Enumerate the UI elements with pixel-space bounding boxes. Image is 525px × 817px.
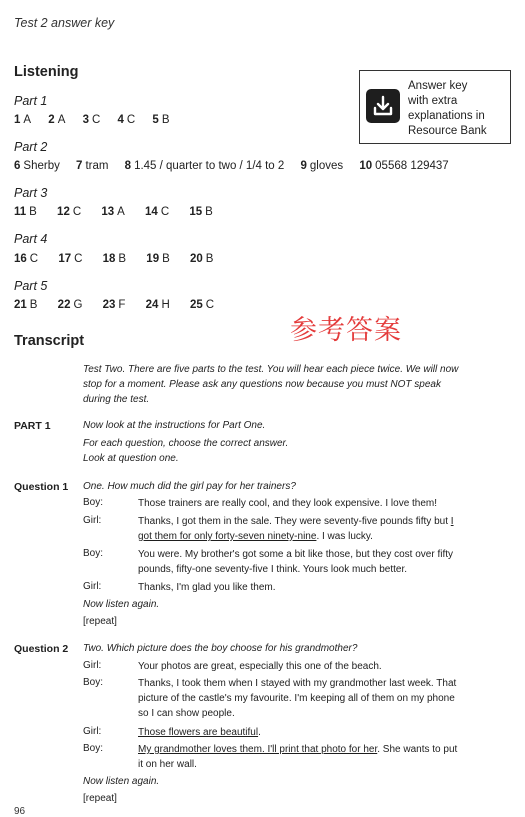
part-1-section-label: PART 1	[14, 420, 51, 432]
question-1-label: Question 1	[14, 481, 69, 493]
dialogue-line: You were. My brother's got some a bit like those, but they cost over fifty pounds, fifty-one seventy-five I think. Yours look much better.	[138, 549, 454, 575]
dialogue-line: Those flowers are beautiful.	[138, 727, 261, 738]
speaker-label: Girl:	[83, 581, 102, 592]
repeat-marker: [repeat]	[83, 793, 117, 804]
part-1-label: Part 1	[14, 94, 48, 108]
page-number: 96	[14, 806, 26, 817]
dialogue-line: Your photos are great, especially this one of the beach.	[138, 661, 382, 672]
part-3-answers: 11 B 12 C 13 A 14 C 15 B	[14, 206, 213, 218]
download-icon	[366, 89, 400, 123]
listening-heading: Listening	[14, 64, 79, 80]
question-2-prompt: Two. Which picture does the boy choose for his grandmother?	[83, 643, 358, 654]
part-5-answers: 21 B 22 G 23 F 24 H 25 C	[14, 299, 215, 311]
dialogue-line: Thanks, I'm glad you like them.	[138, 582, 276, 593]
part-5-label: Part 5	[14, 279, 48, 293]
dialogue-line: Thanks, I got them in the sale. They were seventy-five pounds fifty but I got them for only forty-seven ninety-nine. I was lucky.	[138, 516, 454, 542]
part-4-label: Part 4	[14, 232, 48, 246]
speaker-label: Boy:	[83, 743, 104, 754]
speaker-label: Girl:	[83, 515, 102, 526]
transcript-heading: Transcript	[14, 333, 85, 349]
speaker-label: Boy:	[83, 548, 104, 559]
speaker-label: Boy:	[83, 677, 104, 688]
listen-again: Now listen again.	[83, 599, 160, 610]
part-4-answers: 16 C 17 C 18 B 19 B 20 B	[14, 253, 214, 265]
speaker-label: Boy:	[83, 497, 104, 508]
part-2-answers: 6 Sherby 7 tram 8 1.45 / quarter to two / 1/4 to 2 9 gloves 10 05568 129437	[14, 160, 449, 172]
question-1-prompt: One. How much did the girl pay for her trainers?	[83, 481, 296, 492]
part-1-answers: 1 A 2 A 3 C 4 C 5 B	[14, 114, 170, 126]
transcript-intro: Test Two. There are five parts to the test. You will hear each piece twice. We will now stop for a moment. Please ask any questions now because you must NOT speak during the test.	[83, 364, 459, 405]
part-3-label: Part 3	[14, 186, 48, 200]
listen-again: Now listen again.	[83, 776, 160, 787]
dialogue-line: Thanks, I took them when I stayed with my grandmother last week. That picture of the castle's my favourite. I'm keeping all of them on my phone so I can show people.	[138, 678, 457, 719]
part-1-instruction: Now look at the instructions for Part One.	[83, 420, 266, 431]
part-2-label: Part 2	[14, 140, 48, 154]
underlined-answer: I got them for only forty-seven ninety-nine	[138, 516, 454, 542]
question-2-label: Question 2	[14, 643, 69, 655]
underlined-answer: Those flowers are beautiful	[138, 727, 259, 738]
speaker-label: Girl:	[83, 726, 102, 737]
dialogue-line: Those trainers are really cool, and they look expensive. I love them!	[138, 498, 438, 509]
resource-bank-callout	[359, 70, 511, 144]
speaker-label: Girl:	[83, 660, 102, 671]
dialogue-line: My grandmother loves them. I'll print that photo for her. She wants to put it on her wall.	[138, 744, 458, 770]
resource-bank-text: Answer key with extra explanations in Resource Bank	[408, 80, 487, 137]
underlined-answer: My grandmother loves them. I'll print that photo for her	[138, 744, 378, 755]
part-1-instruction-look: Look at question one.	[83, 453, 179, 464]
page-header-title: Test 2 answer key	[14, 16, 115, 30]
repeat-marker: [repeat]	[83, 616, 117, 627]
part-1-instruction-choose: For each question, choose the correct answer.	[83, 438, 289, 449]
watermark: 参考答案	[290, 315, 402, 346]
